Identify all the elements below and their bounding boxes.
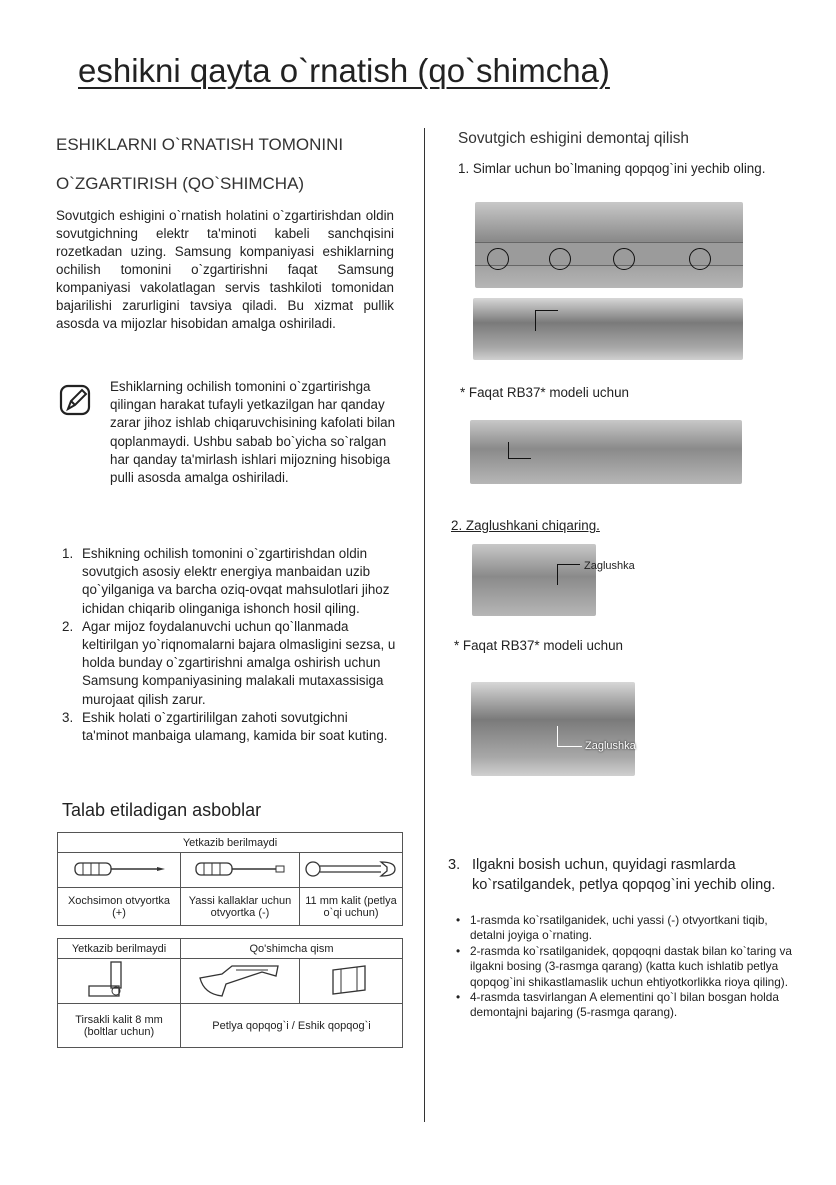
step-1-text: 1. Simlar uchun bo`lmaning qopqog`ini yechib oling. <box>458 161 766 176</box>
intro-paragraph: Sovutgich eshigini o`rnatish holatini o`zgartirishdan oldin sovutgichning elektr ta'minoti kabeli sanchqisini rozetkadan uzing. Samsung kompaniyasi eshiklarning ochilish tomonini o`zgartirishni faqat Samsung kompaniyasi vakolatlagan servis tashkiloti tomonidan bajarilishi zarurligini tavsiya qiladi. Bu xizmat pullik asosda va mijozlar hisobidan amalga oshiriladi. <box>56 208 394 331</box>
zaglushka-label-1: Zaglushka <box>584 560 635 572</box>
section-heading-line1: ESHIKLARNI O`RNATISH TOMONINI <box>56 135 344 154</box>
screw-marker-icon <box>549 248 571 270</box>
screw-marker-icon <box>613 248 635 270</box>
column-divider <box>424 128 425 1122</box>
zaglushka-label-2: Zaglushka <box>585 740 636 752</box>
step-2-text: 2. Zaglushkani chiqaring. <box>451 518 600 533</box>
wire-cover-photo <box>475 202 743 288</box>
model-note-2: * Faqat RB37* modeli uchun <box>454 638 623 653</box>
callout-marker <box>557 564 580 585</box>
preparation-steps <box>56 545 396 745</box>
list-item: • 1-rasmda ko`rsatilganidek, uchi yassi (-) otvyortkani tiqib, detalni joyiga o`rnating. <box>454 913 794 944</box>
phillips-screwdriver-icon <box>58 853 181 888</box>
tools-table-1 <box>57 832 403 926</box>
tools-heading: Talab etiladigan asboblar <box>62 800 262 820</box>
list-item: • 2-rasmda ko`rsatilganidek, qopqoqni dastak bilan ko`taring va ilgakni bosing (3-rasmga qarang) (katta kuch ishlatib petlya qopqog`ini shikastlamaslik uchun ehtiyotkorlikka rioya qiling). <box>454 944 794 990</box>
list-item: 3. Eshik holati o`zgartirililgan zahoti sovutgichni ta'minot manbaiga ulamang, kamida bir soat kuting. <box>62 709 388 744</box>
tool-label: Petlya qopqog`i / Eshik qopqog`i <box>181 1004 403 1048</box>
table-header: Qo'shimcha qism <box>181 939 403 959</box>
model-note-1: * Faqat RB37* modeli uchun <box>460 385 629 400</box>
rb37-cover-photo <box>470 420 742 484</box>
screw-marker-icon <box>689 248 711 270</box>
tool-label: 11 mm kalit (petlya o`qi uchun) <box>300 888 403 926</box>
cover-removal-photo <box>473 298 743 360</box>
section-heading-line2: O`ZGARTIRISH (QO`SHIMCHA) <box>56 174 305 193</box>
screw-marker-icon <box>487 248 509 270</box>
wrench-icon <box>300 853 403 888</box>
plug-photo-1 <box>472 544 596 616</box>
table-header: Yetkazib berilmaydi <box>58 939 181 959</box>
list-item: • 4-rasmda tasvirlangan A elementini qo`l bilan bosgan holda demontajni bajaring (5-rasmga qarang). <box>454 990 794 1021</box>
tools-table-2 <box>57 938 403 1048</box>
list-item: 2. Agar mijoz foydalanuvchi uchun qo`llanmada keltirilgan yo`riqnomalarni bajara olmasligini sezsa, u holda bunday o`zgartirishni amalga oshirish uchun Samsung kompaniyasining malakali mutaxassisiga murojaat qilish zarur. <box>62 618 396 707</box>
flat-screwdriver-icon <box>181 853 300 888</box>
socket-wrench-icon <box>58 959 181 1004</box>
list-item: 1. Eshikning ochilish tomonini o`zgartirishdan oldin sovutgich asosiy elektr energiya manbaidan uzib qo`yilganiga va barcha oziq-ovqat mahsulotlari jihoz ichidan chiqarib olinganiga ishonch hosil qiling. <box>62 546 390 616</box>
callout-marker <box>508 442 531 459</box>
step-3-number: 3. <box>448 857 461 873</box>
tool-label: Yassi kallaklar uchun otvyortka (-) <box>181 888 300 926</box>
table-header: Yetkazib berilmaydi <box>58 833 403 853</box>
tool-label: Tirsakli kalit 8 mm (boltlar uchun) <box>58 1004 181 1048</box>
step-3-bullets <box>454 913 794 1021</box>
tool-label: Xochsimon otvyortka (+) <box>58 888 181 926</box>
note-text: Eshiklarning ochilish tomonini o`zgartirishga qilingan harakat tufayli yetkazilgan har qanday zarar jihoz ishlab chiqaruvchisining kafolati bilan qoplanmaydi. Ushbu sabab bo`yicha so`ralgan har qanday ta'mirlash ishlari mijozning hisobiga pulli asosda amalga oshiriladi. <box>110 379 396 486</box>
note-icon <box>58 383 94 419</box>
callout-marker <box>535 310 558 331</box>
step-3-text: Ilgakni bosish uchun, quyidagi rasmlarda ko`rsatilgandek, petlya qopqog`ini yechib oling. <box>472 857 776 893</box>
plug-photo-2 <box>471 682 635 776</box>
page-title: eshikni qayta o`rnatish (qo`shimcha) <box>78 52 610 89</box>
door-cover-icon <box>300 959 403 1004</box>
right-heading: Sovutgich eshigini demontaj qilish <box>458 130 689 147</box>
callout-marker <box>557 726 582 747</box>
hinge-cover-icon <box>181 959 300 1004</box>
